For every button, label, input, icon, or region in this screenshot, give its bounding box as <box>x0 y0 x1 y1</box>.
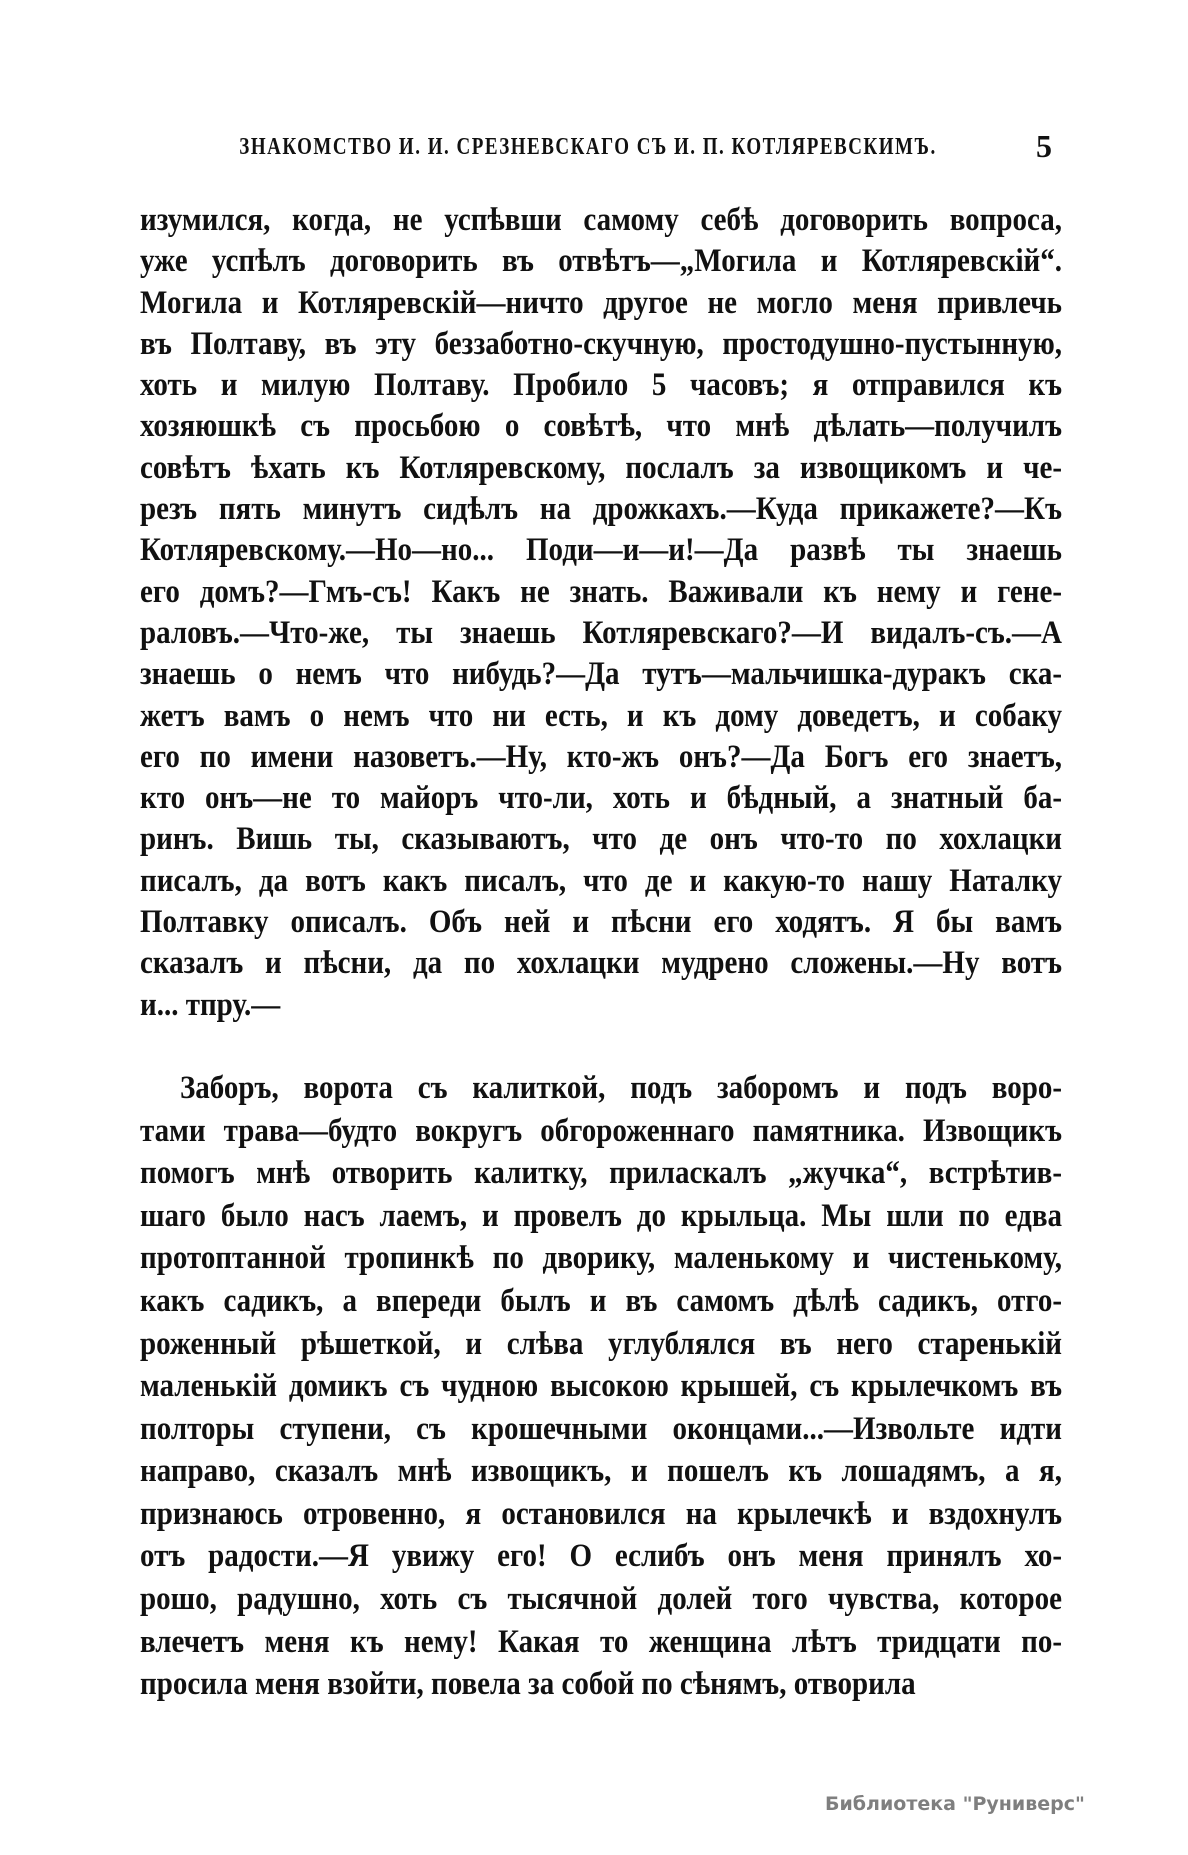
text-line: Заборъ, ворота съ калиткой, подъ заборомъ и подъ воро- <box>180 1069 1062 1106</box>
text-line: знаешь о немъ что нибудь?—Да тутъ—мальчишка-дуракъ ска- <box>140 656 1062 693</box>
text-line: совѣтъ ѣхать къ Котляревскому, послалъ за извощикомъ и че- <box>140 449 1062 486</box>
text-line: ринъ. Вишь ты, сказываютъ, что де онъ что-то по хохлацки <box>140 821 1062 858</box>
text-line: уже успѣлъ договорить въ отвѣтъ—„Могила и Котляревскій“. <box>140 243 1062 280</box>
text-line: изумился, когда, не успѣвши самому себѣ договорить вопроса, <box>140 202 1062 238</box>
text-line: его домъ?—Гмъ-съ! Какъ не знать. Важивали къ нему и гене- <box>140 573 1062 610</box>
text-line: хоть и милую Полтаву. Пробило 5 часовъ; я отправился къ <box>140 367 1062 404</box>
text-line: раловъ.—Что-же, ты знаешь Котляревскаго?—И видалъ-съ.—А <box>140 614 1062 651</box>
text-line: маленькій домикъ съ чудною высокою крышей, съ крылечкомъ въ <box>140 1368 1062 1404</box>
text-line: направо, сказалъ мнѣ извощикъ, и пошелъ къ лошадямъ, а я, <box>140 1453 1062 1490</box>
text-line: жетъ вамъ о немъ что ни есть, и къ дому доведетъ, и собаку <box>140 697 1062 734</box>
library-watermark: Библиотека "Руниверс" <box>825 1793 1085 1815</box>
text-line: влечетъ меня къ нему! Какая то женщина лѣтъ тридцати по- <box>140 1623 1062 1660</box>
text-line: помогъ мнѣ отворить калитку, приласкалъ „жучка“, встрѣтив- <box>140 1155 1062 1192</box>
text-line: хозяюшкѣ съ просьбою о совѣтѣ, что мнѣ дѣлать—получилъ <box>140 408 1062 445</box>
text-line: протоптанной тропинкѣ по дворику, маленькому и чистенькому, <box>140 1240 1062 1277</box>
page-number: 5 <box>1036 128 1052 164</box>
text-line: Котляревскому.—Но—но... Поди—и—и!—Да развѣ ты знаешь <box>140 532 1062 569</box>
text-line: въ Полтаву, въ эту беззаботно-скучную, простодушно-пустынную, <box>140 325 1062 362</box>
text-line: Полтавку описалъ. Объ ней и пѣсни его ходятъ. Я бы вамъ <box>140 904 1062 940</box>
body-text <box>140 200 1062 1706</box>
text-line: какъ садикъ, а впереди былъ и въ самомъ дѣлѣ садикъ, отго- <box>140 1282 1062 1319</box>
text-line: и... тпру.— <box>140 986 281 1023</box>
text-line: тами трава—будто вокругъ обгороженнаго памятника. Извощикъ <box>140 1112 1062 1149</box>
text-line: резъ пять минутъ сидѣлъ на дрожкахъ.—Куда прикажете?—Къ <box>140 491 1062 527</box>
text-line: сказалъ и пѣсни, да по хохлацки мудрено сложены.—Ну вотъ <box>140 945 1062 982</box>
text-line: кто онъ—не то майоръ что-ли, хоть и бѣдный, а знатный ба- <box>140 780 1062 816</box>
text-line: писалъ, да вотъ какъ писалъ, что де и какую-то нашу Наталку <box>140 862 1062 899</box>
paragraph <box>140 1067 1062 1706</box>
running-header: ЗНАКОМСТВО И. И. СРЕЗНЕВСКАГО СЪ И. П. КОТЛЯРЕВСКИМЪ. <box>239 134 937 161</box>
text-line: шаго было насъ лаемъ, и провелъ до крыльца. Мы шли по едва <box>140 1197 1062 1234</box>
text-line: его по имени назоветъ.—Ну, кто-жъ онъ?—Да Богъ его знаетъ, <box>140 738 1062 775</box>
text-line: отъ радости.—Я увижу его! О еслибъ онъ меня принялъ хо- <box>140 1538 1062 1575</box>
text-line: Могила и Котляревскій—ничто другое не могло меня привлечь <box>140 284 1062 321</box>
text-line: просила меня взойти, повела за собой по сѣнямъ, отворила <box>140 1666 916 1703</box>
text-line: признаюсь отровенно, я остановился на крылечкѣ и вздохнулъ <box>140 1495 1062 1532</box>
text-line: рошо, радушно, хоть съ тысячной долей того чувства, которое <box>140 1581 1062 1617</box>
text-line: роженный рѣшеткой, и слѣва углублялся въ него старенькій <box>140 1325 1062 1362</box>
paragraph <box>140 200 1062 1026</box>
text-line: полторы ступени, съ крошечными оконцами...—Извольте идти <box>140 1410 1062 1447</box>
